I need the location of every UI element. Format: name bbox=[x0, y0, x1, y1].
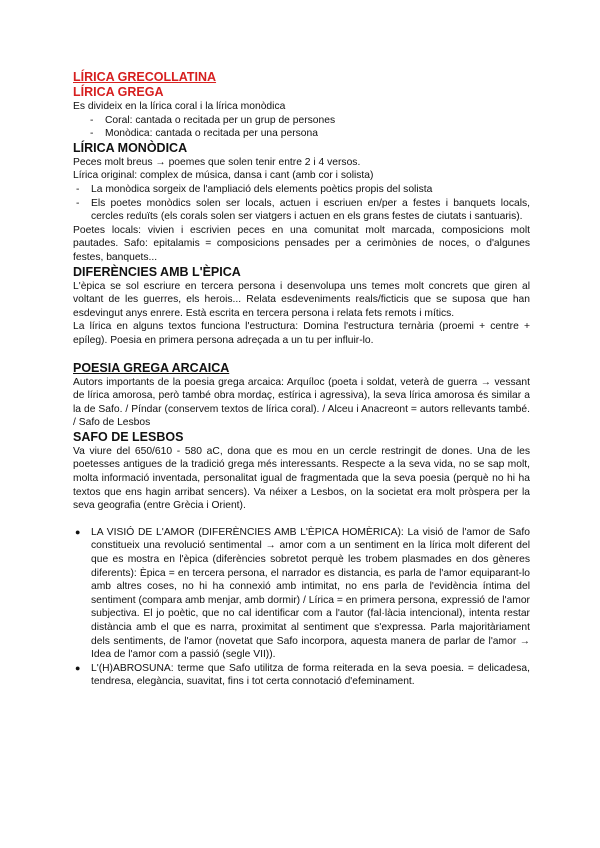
monodica-line-1: Peces molt breus → poemes que solen tenir entre 2 i 4 versos. bbox=[73, 156, 361, 168]
safo-paragraph: Va viure del 650/610 - 580 aC, dona que es mou en un cercle restringit de dones. Una de les poetesses antigues de la tradició grega més interessants. Respecte a la seva vida, no se sap molt, molta informació inventada, personalitat igual de fragmentada que la seva poesia (perquè no hi ha textos que ens hagin arribat sencers). Va néixer a Lesbos, on la societat era molt pròspera per la seva geografia (entre Grècia i Orient). bbox=[73, 445, 530, 512]
monodica-paragraph: Poetes locals: vivien i escrivien peces en una comunitat molt marcada, composicions molt pautades. Safo: epitalamis = composicions pensades per a cerimònies de noces, o d'algunes festes, banquets... bbox=[73, 224, 530, 263]
safo-bullets bbox=[73, 526, 530, 689]
heading-safo: SAFO DE LESBOS bbox=[73, 429, 184, 444]
monodica-line-2: Lírica original: complex de música, dansa i cant (amb cor i solista) bbox=[73, 170, 374, 182]
list-item: - Coral: cantada o recitada per un grup de persones bbox=[90, 114, 336, 126]
lirica-grega-list bbox=[73, 114, 530, 141]
diferencies-paragraph-2: La lírica en alguns textos funciona l'estructura: Domina l'estructura ternària (proemi + centre + epíleg). Poesia en primera persona adreçada a un tu per influir-lo. bbox=[73, 321, 530, 346]
heading-poesia-arcaica: POESIA GREGA ARCAICA bbox=[73, 360, 230, 375]
document-title: LÍRICA GRECOLLATINA bbox=[73, 70, 217, 84]
bullet-icon: ● bbox=[75, 662, 81, 673]
list-item: - La monòdica sorgeix de l'ampliació dels elements poètics propis del solista bbox=[76, 183, 433, 195]
heading-diferencies: DIFERÈNCIES AMB L'ÈPICA bbox=[73, 264, 241, 279]
list-item: ● LA VISIÓ DE L'AMOR (DIFERÈNCIES AMB L'ÈPICA HOMÈRICA): La visió de l'amor de Safo constitueix una revolució sentimental → amor com a un sentiment en la lírica molt diferent del que es mostra en l'èpica (diferències sobretot perquè les trobem plasmades en dos gèneres diferents): Èpica = en tercera persona, el narrador es distancia, es parla de l'amor equiparant-lo amb altres coses, no hi ha connexió amb intimitat, no ens parla de l'evidència íntima del sentiment (compara amb menjar, amb dormir) / Lírica = en primera persona, expressió de l'amor subjectiva. El jo poètic, que no cal identificar com a l'autor (fal·làcia intencional), intenta restar distància amb el que es narra, proximitat al sentiment que s'expressa. Parla majoritàriament dels sentiments, de l'amor (novetat que Safo incorpora, aquesta manera de parlar de l'amor → Idea de l'amor com a passió (segle VII)). bbox=[75, 526, 530, 661]
monodica-list bbox=[73, 183, 530, 224]
heading-lirica-grega: LÍRICA GREGA bbox=[73, 85, 164, 99]
list-item: - Monòdica: cantada o recitada per una persona bbox=[90, 128, 318, 140]
lirica-grega-intro: Es divideix en la lírica coral i la lírica monòdica bbox=[73, 101, 286, 112]
diferencies-paragraph-1: L'èpica se sol escriure en tercera persona i desenvolupa uns temes molt concrets que giren al voltant de les guerres, els herois... Relata esdeveniments reals/ficticis que se suposa que han esdevingut anys enrere. Està escrita en tercera persona i relata fets remots i mítics. bbox=[73, 280, 530, 319]
heading-lirica-monodica: LÍRICA MONÒDICA bbox=[73, 140, 188, 155]
list-item: - Els poetes monòdics solen ser locals, actuen i escriuen en/per a festes i banquets locals, cercles reduïts (els corals solen ser viatgers i actuen en els grans festes de ciutats i santuaris). bbox=[76, 197, 530, 223]
list-item: ● L'(H)ABROSUNA: terme que Safo utilitza de forma reiterada en la seva poesia. = delicadesa, tendresa, elegància, suavitat, fins i tot certa connotació d'efeminament. bbox=[75, 662, 530, 688]
bullet-icon: ● bbox=[75, 526, 81, 537]
document-page bbox=[73, 70, 530, 689]
poesia-arcaica-paragraph: Autors importants de la poesia grega arcaica: Arquíloc (poeta i soldat, veterà de guerra → vessant de lírica amorosa, però també obra mordaç, estírica i agressiva), la seva lírica amorosa és similar a la de Safo. / Píndar (conservem textos de lírica coral). / Alceu i Anacreont = autors rellevants també. / Safo de Lesbos bbox=[73, 376, 530, 429]
